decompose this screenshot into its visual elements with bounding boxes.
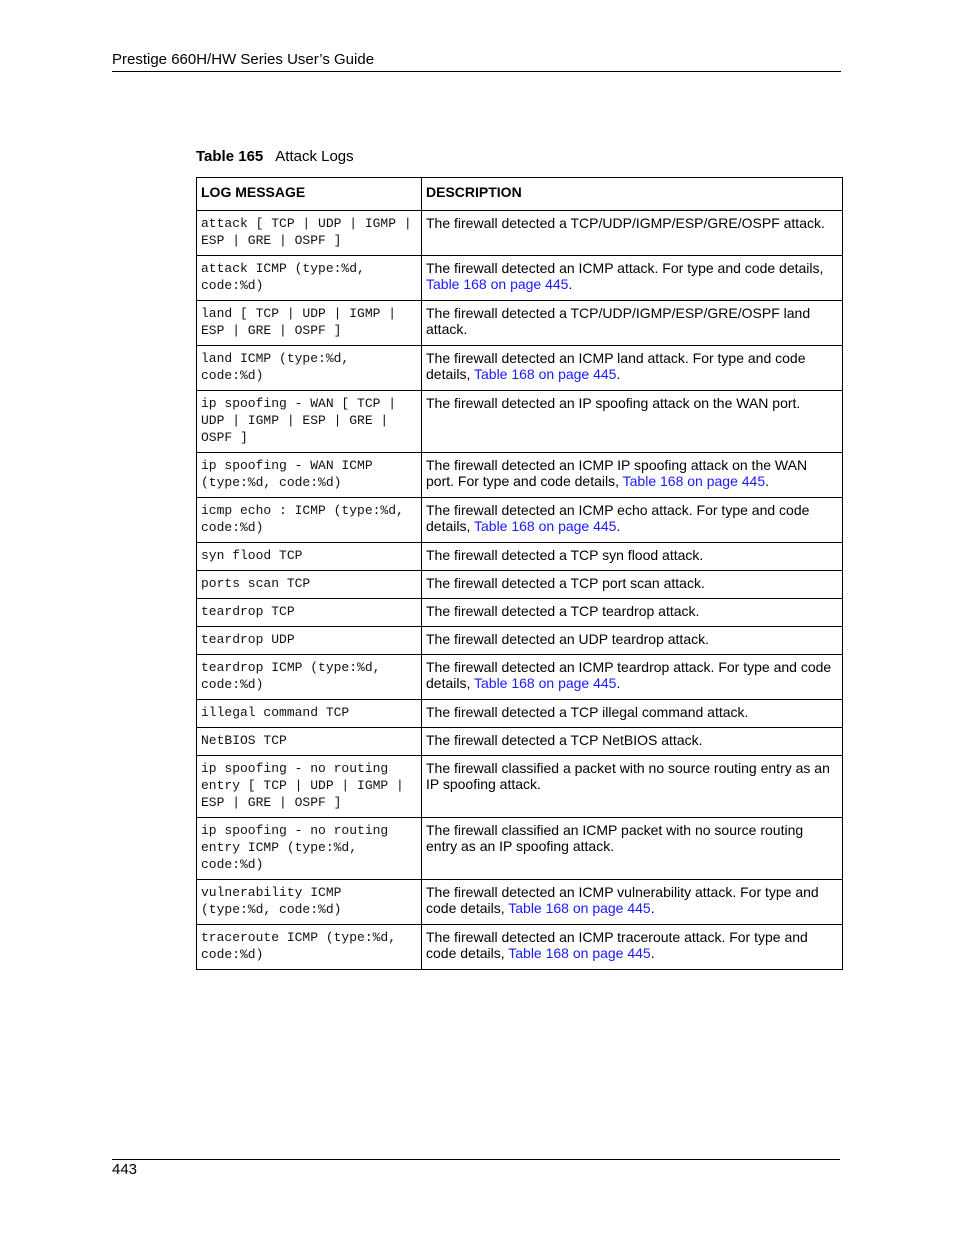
table-body [197, 211, 843, 970]
table-cross-reference-link[interactable]: Table 168 on page 445 [622, 473, 766, 489]
description-text: The firewall detected an ICMP echo attack. For type and code details, [426, 502, 810, 534]
description-cell [422, 391, 843, 453]
log-message-cell: land [ TCP | UDP | IGMP | ESP | GRE | OSPF ] [197, 301, 422, 346]
description-cell [422, 818, 843, 880]
column-header-log-message: LOG MESSAGE [197, 178, 422, 211]
description-cell [422, 571, 843, 599]
table-cross-reference-link[interactable]: Table 168 on page 445 [474, 518, 617, 534]
description-text: The firewall detected an IP spoofing attack on the WAN port. [426, 395, 801, 411]
description-cell [422, 453, 843, 498]
table-cross-reference-link[interactable]: Table 168 on page 445 [508, 900, 651, 916]
log-message-cell: ip spoofing - WAN [ TCP | UDP | IGMP | ESP | GRE | OSPF ] [197, 391, 422, 453]
description-text: The firewall detected an ICMP traceroute attack. For type and code details, [426, 929, 808, 961]
footer-divider [112, 1159, 840, 1160]
description-text: The firewall detected an ICMP vulnerability attack. For type and code details, [426, 884, 819, 916]
description-cell [422, 728, 843, 756]
table-row [197, 599, 843, 627]
description-cell [422, 301, 843, 346]
description-tail: . [650, 945, 655, 961]
log-message-cell: vulnerability ICMP (type:%d, code:%d) [197, 880, 422, 925]
table-row [197, 453, 843, 498]
log-message-cell: ip spoofing - no routing entry [ TCP | UDP | IGMP | ESP | GRE | OSPF ] [197, 756, 422, 818]
log-message-cell: ip spoofing - no routing entry ICMP (type:%d, code:%d) [197, 818, 422, 880]
description-text: The firewall detected an ICMP teardrop attack. For type and code details, [426, 659, 832, 691]
log-message-cell: land ICMP (type:%d, code:%d) [197, 346, 422, 391]
description-text: The firewall classified an ICMP packet with no source routing entry as an IP spoofing attack. [426, 822, 804, 854]
table-row [197, 256, 843, 301]
attack-logs-table [196, 177, 843, 970]
description-text: The firewall classified a packet with no source routing entry as an IP spoofing attack. [426, 760, 830, 792]
description-text: The firewall detected a TCP/UDP/IGMP/ESP/GRE/OSPF land attack. [426, 305, 811, 337]
description-text: The firewall detected a TCP/UDP/IGMP/ESP/GRE/OSPF attack. [426, 215, 825, 231]
description-tail: . [568, 276, 573, 292]
table-caption-number: Table 165 [196, 148, 264, 165]
description-text: The firewall detected a TCP NetBIOS attack. [426, 732, 703, 748]
log-message-cell: attack ICMP (type:%d, code:%d) [197, 256, 422, 301]
description-text: The firewall detected a TCP teardrop attack. [426, 603, 700, 619]
log-message-cell: ip spoofing - WAN ICMP (type:%d, code:%d) [197, 453, 422, 498]
table-caption-title: Attack Logs [275, 148, 354, 165]
log-message-cell: icmp echo : ICMP (type:%d, code:%d) [197, 498, 422, 543]
table-row [197, 391, 843, 453]
table-row [197, 728, 843, 756]
description-text: The firewall detected a TCP port scan attack. [426, 575, 705, 591]
description-cell [422, 599, 843, 627]
table-row [197, 818, 843, 880]
description-text: The firewall detected an ICMP land attack. For type and code details, [426, 350, 806, 382]
description-cell [422, 211, 843, 256]
table-cross-reference-link[interactable]: Table 168 on page 445 [474, 675, 617, 691]
page-number: 443 [112, 1161, 138, 1178]
description-cell [422, 256, 843, 301]
table-row [197, 346, 843, 391]
table-cross-reference-link[interactable]: Table 168 on page 445 [474, 366, 617, 382]
table-cross-reference-link[interactable]: Table 168 on page 445 [508, 945, 651, 961]
description-cell [422, 925, 843, 970]
description-tail: . [765, 473, 769, 489]
log-message-cell: syn flood TCP [197, 543, 422, 571]
description-text: The firewall detected an UDP teardrop attack. [426, 631, 710, 647]
description-text: The firewall detected an ICMP IP spoofing attack on the WAN port. For type and code details, [426, 457, 808, 489]
log-message-cell: attack [ TCP | UDP | IGMP | ESP | GRE | OSPF ] [197, 211, 422, 256]
table-row [197, 571, 843, 599]
table-row [197, 498, 843, 543]
column-header-description: DESCRIPTION [422, 178, 843, 211]
table-row [197, 211, 843, 256]
description-cell [422, 700, 843, 728]
description-tail: . [616, 675, 621, 691]
log-message-cell: teardrop TCP [197, 599, 422, 627]
description-cell [422, 880, 843, 925]
table-row [197, 543, 843, 571]
header-divider [112, 71, 841, 72]
description-text: The firewall detected an ICMP attack. For type and code details, [426, 260, 824, 276]
table-row [197, 925, 843, 970]
table-row [197, 627, 843, 655]
description-cell [422, 543, 843, 571]
description-cell [422, 346, 843, 391]
running-header-title: Prestige 660H/HW Series User’s Guide [112, 51, 375, 68]
table-caption [196, 148, 354, 165]
log-message-cell: teardrop ICMP (type:%d, code:%d) [197, 655, 422, 700]
description-cell [422, 498, 843, 543]
description-cell [422, 655, 843, 700]
log-message-cell: ports scan TCP [197, 571, 422, 599]
log-message-cell: traceroute ICMP (type:%d, code:%d) [197, 925, 422, 970]
table-row [197, 880, 843, 925]
description-text: The firewall detected a TCP syn flood attack. [426, 547, 704, 563]
log-message-cell: NetBIOS TCP [197, 728, 422, 756]
description-tail: . [650, 900, 655, 916]
table-row [197, 655, 843, 700]
table-cross-reference-link[interactable]: Table 168 on page 445 [426, 276, 569, 292]
table-header-row [197, 178, 843, 211]
description-text: The firewall detected a TCP illegal command attack. [426, 704, 749, 720]
table-row [197, 756, 843, 818]
description-tail: . [616, 366, 621, 382]
table-row [197, 301, 843, 346]
description-tail: . [616, 518, 621, 534]
log-message-cell: teardrop UDP [197, 627, 422, 655]
description-cell [422, 627, 843, 655]
table-row [197, 700, 843, 728]
log-message-cell: illegal command TCP [197, 700, 422, 728]
description-cell [422, 756, 843, 818]
